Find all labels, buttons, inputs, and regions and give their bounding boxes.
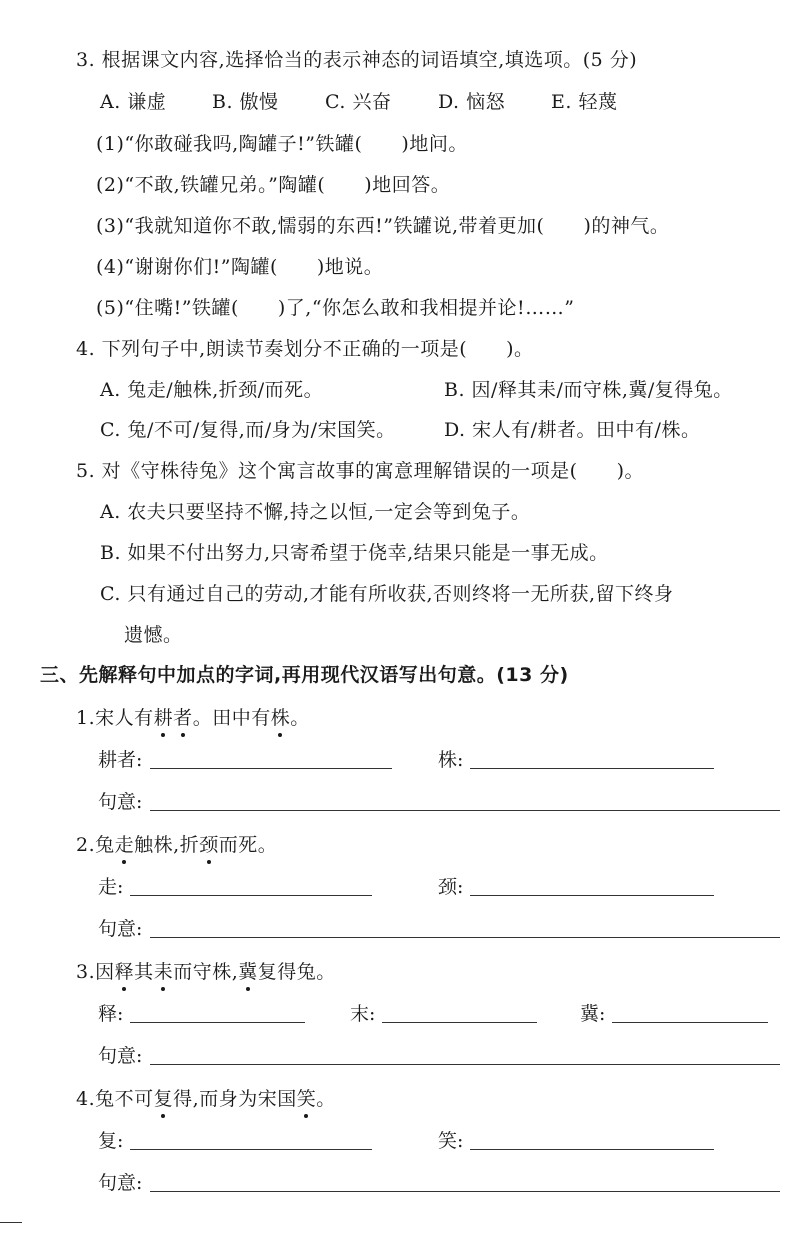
sentence-text: 其 [134, 961, 154, 983]
q4-option-c: C. 兔/不可/复得,而/身为/宋国笑。 [100, 419, 396, 441]
dotted-char: 走 [114, 834, 135, 856]
q5-option-a: A. 农夫只要坚持不懈,持之以恒,一定会等到兔子。 [100, 501, 531, 523]
dotted-char: 冀 [238, 961, 258, 983]
answer-blank[interactable] [382, 1022, 537, 1023]
dotted-char: 者 [173, 707, 193, 729]
answer-label: 释: [98, 1003, 124, 1025]
answer-blank[interactable] [612, 1022, 768, 1023]
sentence-text: 而死。 [218, 834, 278, 856]
meaning-blank[interactable] [150, 810, 780, 811]
answer-blank[interactable] [130, 895, 372, 896]
q3-option-d: D. 恼怒 [438, 91, 506, 113]
sentence-text: 触株,折 [134, 834, 200, 856]
dotted-char: 笑 [296, 1088, 317, 1110]
answer-label: 颈: [438, 876, 464, 898]
q3-item-5: (5)“住嘴!”铁罐( )了,“你怎么敢和我相提并论!……” [96, 297, 575, 319]
sentence-text: 。田中有 [192, 707, 271, 729]
sentence-text: 复得兔。 [257, 961, 336, 983]
sentence-4 [76, 1087, 336, 1111]
q5-option-c: C. 只有通过自己的劳动,才能有所收获,否则终将一无所获,留下终身 [100, 583, 674, 605]
dotted-char: 复 [153, 1088, 174, 1110]
sentence-text: 兔不可 [95, 1088, 154, 1110]
sentence-text: 兔 [95, 834, 115, 856]
sentence-2 [76, 833, 277, 857]
q3-option-c: C. 兴奋 [325, 91, 392, 113]
sentence-text: 宋人有 [95, 707, 154, 729]
sentence-3 [76, 960, 336, 984]
sentence-number: 3. [76, 961, 96, 983]
sentence-text: 得,而身为宋国 [173, 1088, 297, 1110]
dotted-char: 释 [114, 961, 135, 983]
section3-title: 三、先解释句中加点的字词,再用现代汉语写出句意。(13 分) [40, 664, 569, 686]
sentence-number: 1. [76, 707, 96, 729]
q4-option-d: D. 宋人有/耕者。田中有/株。 [444, 419, 701, 441]
q3-item-1: (1)“你敢碰我吗,陶罐子!”铁罐( )地问。 [96, 133, 468, 155]
dotted-char: 耒 [153, 961, 174, 983]
answer-blank[interactable] [130, 1149, 372, 1150]
sentence-text: 。 [316, 1088, 336, 1110]
q5-title: 5. 对《守株待兔》这个寓言故事的寓意理解错误的一项是( )。 [76, 460, 644, 482]
q3-title: 3. 根据课文内容,选择恰当的表示神态的词语填空,填选项。(5 分) [76, 49, 638, 71]
meaning-label: 句意: [98, 1045, 143, 1067]
answer-blank[interactable] [470, 768, 714, 769]
meaning-blank[interactable] [150, 1191, 780, 1192]
answer-label: 株: [438, 749, 464, 771]
q3-item-4: (4)“谢谢你们!”陶罐( )地说。 [96, 256, 384, 278]
meaning-label: 句意: [98, 918, 143, 940]
q3-option-b: B. 傲慢 [212, 91, 279, 113]
answer-blank[interactable] [470, 1149, 714, 1150]
sentence-text: 而守株, [173, 961, 239, 983]
sentence-1 [76, 706, 310, 730]
sentence-number: 4. [76, 1088, 96, 1110]
q3-item-3: (3)“我就知道你不敢,懦弱的东西!”铁罐说,带着更加( )的神气。 [96, 215, 670, 237]
answer-label: 走: [98, 876, 124, 898]
q3-item-2: (2)“不敢,铁罐兄弟。”陶罐( )地回答。 [96, 174, 451, 196]
q5-option-b: B. 如果不付出努力,只寄希望于侥幸,结果只能是一事无成。 [100, 542, 609, 564]
answer-blank[interactable] [150, 768, 392, 769]
answer-blank[interactable] [130, 1022, 305, 1023]
meaning-label: 句意: [98, 791, 143, 813]
q3-option-a: A. 谦虚 [100, 91, 167, 113]
q4-option-a: A. 兔走/触株,折颈/而死。 [100, 379, 324, 401]
q4-option-b: B. 因/释其耒/而守株,冀/复得兔。 [444, 379, 733, 401]
meaning-label: 句意: [98, 1172, 143, 1194]
answer-label: 末: [350, 1003, 376, 1025]
sentence-text: 。 [290, 707, 310, 729]
dotted-char: 耕 [153, 707, 174, 729]
dotted-char: 颈 [199, 834, 219, 856]
answer-label: 笑: [438, 1130, 464, 1152]
q3-option-e: E. 轻蔑 [551, 91, 618, 113]
sentence-number: 2. [76, 834, 96, 856]
sentence-text: 因 [95, 961, 115, 983]
meaning-blank[interactable] [150, 937, 780, 938]
page-edge-mark [0, 1222, 22, 1223]
answer-label: 耕者: [98, 749, 143, 771]
answer-blank[interactable] [470, 895, 714, 896]
meaning-blank[interactable] [150, 1064, 780, 1065]
q4-title: 4. 下列句子中,朗读节奏划分不正确的一项是( )。 [76, 338, 534, 360]
dotted-char: 株 [270, 707, 291, 729]
answer-label: 冀: [580, 1003, 606, 1025]
q5-option-c-cont: 遗憾。 [124, 624, 183, 646]
answer-label: 复: [98, 1130, 124, 1152]
